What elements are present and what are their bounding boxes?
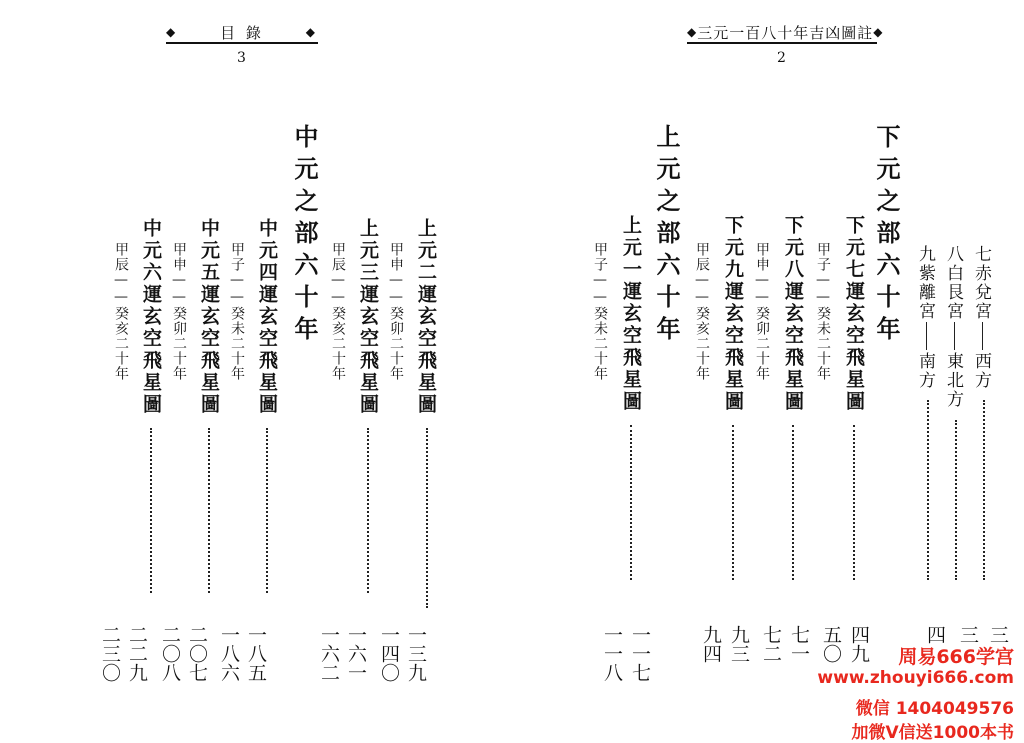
toc-entry-dates: 甲子——癸未二十年 (592, 242, 608, 381)
section-title: 上元之部六十年 (652, 124, 681, 348)
watermark-line: 微信 1404049576 (855, 699, 1014, 719)
page-ref: 九四 (700, 625, 722, 663)
toc-entry-title: 下元七運玄空飛星圖 (843, 215, 865, 413)
dotted-leader (927, 400, 929, 580)
page-ref: 五〇 (820, 625, 842, 663)
dotted-leader (150, 428, 152, 593)
page-ref: 四 (924, 625, 946, 644)
page-ref: 九三 (728, 625, 750, 663)
toc-entry-title: 下元八運玄空飛星圖 (782, 215, 804, 413)
dotted-leader (266, 428, 268, 593)
page-ref: 一六一 (345, 625, 367, 682)
page-ref: 一四〇 (378, 625, 400, 682)
dash-line (982, 322, 983, 350)
dotted-leader (367, 428, 369, 593)
left-page (0, 0, 512, 741)
watermark-line: 周易666学宫 (898, 646, 1014, 668)
watermark-url: www.zhouyi666.com (817, 668, 1014, 688)
section-title: 下元之部六十年 (872, 124, 901, 348)
toc-entry-dates: 甲辰——癸亥二十年 (330, 242, 346, 381)
header-title: 目 錄 (220, 23, 264, 42)
star-entry-direction: 南方 (915, 352, 935, 390)
page-ref: 七一 (788, 625, 810, 663)
dotted-leader (853, 425, 855, 580)
page-ref: 七二 (760, 625, 782, 663)
watermark-line: 加微V信送1000本书 (851, 723, 1014, 743)
star-entry-direction: 西方 (971, 352, 991, 390)
page-ref: 三 (987, 625, 1009, 644)
running-header-right (687, 22, 884, 44)
star-entry-title: 七赤兌宮 (971, 245, 991, 321)
page-ref: 二〇八 (159, 625, 181, 682)
star-entry-direction: 東北方 (943, 352, 963, 409)
toc-entry-title: 中元四運玄空飛星圖 (256, 218, 278, 416)
page-ref: 一六二 (318, 625, 340, 682)
toc-entry-dates: 甲辰——癸亥二十年 (694, 242, 710, 381)
page-ref: 二〇七 (186, 625, 208, 682)
dash-line (954, 322, 955, 350)
page-number: 3 (237, 50, 246, 66)
dotted-leader (955, 420, 957, 580)
page-ref: 一三九 (405, 625, 427, 682)
diamond-ornament-icon: ◆ (166, 25, 179, 39)
toc-entry-dates: 甲申——癸卯二十年 (388, 242, 404, 381)
page-ref: 四九 (848, 625, 870, 663)
toc-entry-title: 中元五運玄空飛星圖 (198, 218, 220, 416)
dash-line (926, 322, 927, 350)
star-entry-title: 八白艮宮 (943, 245, 963, 321)
dotted-leader (983, 400, 985, 580)
page-ref: 一一七 (629, 625, 651, 682)
page-ref: 一八五 (245, 625, 267, 682)
dotted-leader (792, 425, 794, 580)
page-ref: 三 (957, 625, 979, 644)
page-ref: 二三〇 (99, 625, 121, 682)
toc-entry-dates: 甲申——癸卯二十年 (754, 242, 770, 381)
running-header-left (166, 22, 318, 44)
toc-entry-title: 上元一運玄空飛星圖 (620, 215, 642, 413)
page-ref: 二二九 (126, 625, 148, 682)
right-page (512, 0, 1024, 741)
page-ref: 一一八 (601, 625, 623, 682)
diamond-ornament-icon: ◆ (305, 25, 318, 39)
toc-entry-title: 上元二運玄空飛星圖 (415, 218, 437, 416)
dotted-leader (208, 428, 210, 593)
dotted-leader (426, 428, 428, 608)
toc-entry-dates: 甲子——癸未二十年 (815, 242, 831, 381)
toc-entry-dates: 甲辰——癸亥二十年 (113, 242, 129, 381)
section-title: 中元之部六十年 (290, 124, 319, 348)
diamond-ornament-icon: ◆ (873, 25, 884, 39)
toc-entry-dates: 甲子——癸未二十年 (229, 242, 245, 381)
dotted-leader (732, 425, 734, 580)
toc-entry-title: 上元三運玄空飛星圖 (357, 218, 379, 416)
toc-entry-title: 下元九運玄空飛星圖 (722, 215, 744, 413)
dotted-leader (630, 425, 632, 580)
header-title: 三元一百八十年吉凶圖註 (697, 23, 874, 42)
diamond-ornament-icon: ◆ (687, 25, 698, 39)
page-number: 2 (777, 50, 786, 66)
toc-entry-title: 中元六運玄空飛星圖 (140, 218, 162, 416)
toc-entry-dates: 甲申——癸卯二十年 (171, 242, 187, 381)
page-ref: 一八六 (218, 625, 240, 682)
star-entry-title: 九紫離宮 (915, 245, 935, 321)
